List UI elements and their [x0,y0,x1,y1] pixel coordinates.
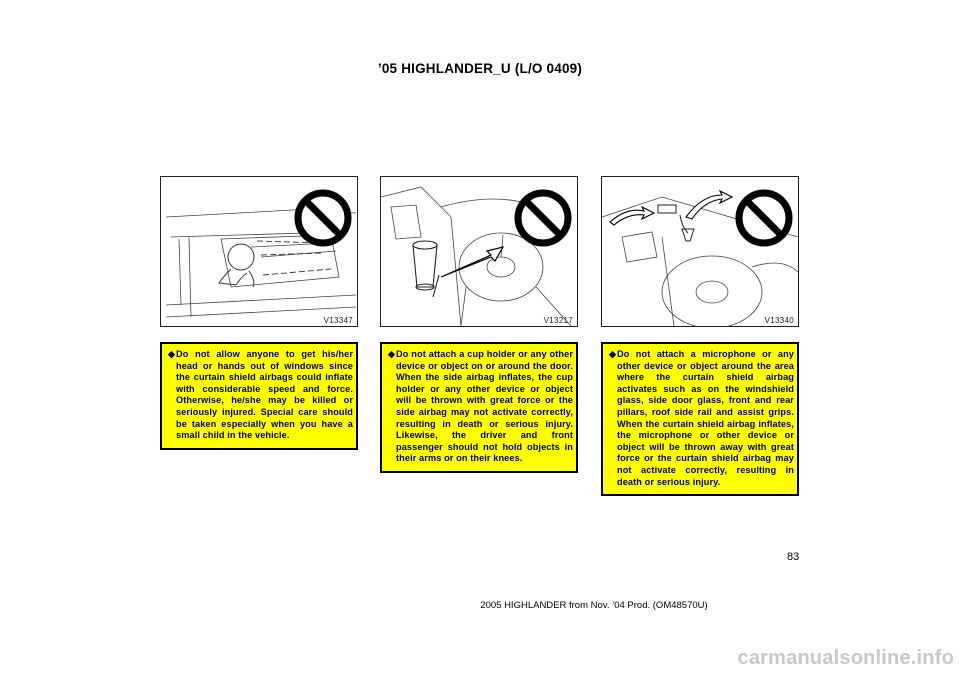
warning-text [606,349,794,488]
diamond-bullet-icon: ◆ [609,349,617,359]
warning-box [380,342,578,473]
warning-text-content: Do not attach a microphone or any other device or object around the area where the curtain shield airbag activates such as on the windshield glass, side door glass, front and rear pillars, roof side rail and assist grips. When the curtain shield airbag inflates, the microphone or other device or object will be thrown away with great force or the curtain shield airbag may not activate correctly, resulting in death or serious injury. [617,349,794,487]
prohibition-icon [739,193,789,243]
prohibition-icon [298,193,348,243]
page-footer: 2005 HIGHLANDER from Nov. ’04 Prod. (OM48570U) [480,600,708,611]
illustration-window-warning [160,176,358,327]
dashboard-door-illustration [381,177,577,326]
illustration-cup-holder-warning [380,176,578,327]
warning-text [165,349,353,442]
warning-panel-cup-holder [380,176,578,473]
page-header-title: ’05 HIGHLANDER_U (L/O 0409) [377,61,583,76]
car-window-illustration [161,177,357,326]
diamond-bullet-icon: ◆ [388,349,396,359]
page-number: 83 [787,551,800,563]
warning-panel-microphone [601,176,799,496]
warning-text-content: Do not attach a cup holder or any other device or object on or around the door. When the side airbag inflates, the cup holder or any other device or object will be thrown with great force or the side airbag may not activate correctly, resulting in death or serious injury. Likewise, the driver and front passenger should not hold objects in their arms or on their knees. [396,349,573,464]
figure-code: V13217 [543,316,573,325]
warning-panel-window [160,176,358,450]
figure-code: V13347 [323,316,353,325]
prohibition-icon [518,193,568,243]
warning-text-content: Do not allow anyone to get his/her head or hands out of windows since the curtain shield airbags could inflate with considerable speed and force. Otherwise, he/she may be killed or seriously injured. Special care should be taken especially when you have a small child in the vehicle. [176,349,353,441]
watermark-link[interactable]: carmanualsonline.info [737,647,954,669]
illustration-microphone-warning [601,176,799,327]
diamond-bullet-icon: ◆ [168,349,176,359]
warning-box [601,342,799,496]
figure-code: V13340 [764,316,794,325]
windshield-microphone-illustration [602,177,798,326]
warning-text [385,349,573,465]
warning-box [160,342,358,450]
